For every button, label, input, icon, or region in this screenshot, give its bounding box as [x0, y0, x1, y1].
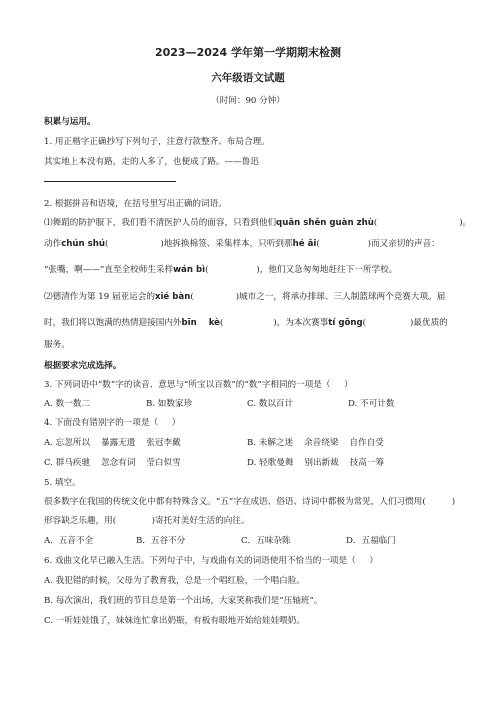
- exam-subtitle: 六年级语文试题: [211, 72, 285, 84]
- text-segment: )地拆换棉签、采集样本，只听到那: [160, 239, 293, 249]
- section-heading-choice: 根据要求完成选择。: [44, 361, 122, 371]
- question-5-passage-line-2: 形容缺乏乐趣，用( )寄托对美好生活的向往。: [44, 516, 250, 526]
- bracket-open: (: [205, 265, 209, 275]
- pinyin: xié bàn: [154, 292, 191, 302]
- q4-option-b[interactable]: B. 未解之迷 余音绕梁 自作自受: [247, 438, 384, 448]
- question-2-2-line-1: [44, 292, 445, 303]
- question-2-2-line-3: 服务。: [44, 340, 70, 350]
- q4-option-d[interactable]: D. 轻歌曼舞 别出新裁 技高一筹: [247, 458, 385, 468]
- bracket-open: (: [362, 318, 367, 328]
- question-1: 1. 用正楷字正确抄写下列句子，注意行款整齐、布局合理。: [44, 137, 270, 147]
- q3-option-b[interactable]: B. 如数家珍: [146, 399, 193, 409]
- bracket-open: (: [373, 218, 378, 228]
- question-1-passage: 其实地上本没有路，走的人多了，也便成了路。——鲁迅: [44, 157, 259, 167]
- text-segment: )，他们又急匆匆地赶往下一所学校。: [256, 265, 398, 275]
- q5-option-c[interactable]: C．五味杂陈: [241, 536, 291, 546]
- pinyin: chún shú: [61, 239, 105, 249]
- q5-option-a[interactable]: A．五音不全: [44, 536, 94, 546]
- question-2-1-line-2: [44, 239, 440, 250]
- pinyin: wán bì: [173, 265, 206, 275]
- question-4: 4. 下面没有错别字的一项是（ ）: [44, 418, 181, 428]
- question-5: 5. 填空。: [44, 478, 81, 488]
- text-segment: )而又亲切的声音：: [367, 239, 440, 249]
- q4-option-a[interactable]: A. 忘忽所以 暴露无遗 张冠李戴: [44, 438, 181, 448]
- bracket-close: )。: [459, 218, 472, 228]
- q3-option-c[interactable]: C. 数以百计: [247, 399, 294, 409]
- question-5-passage-line-1: [44, 497, 455, 508]
- pinyin: tí gōng: [328, 318, 363, 328]
- answer-line: [44, 181, 176, 182]
- q5-option-b[interactable]: B．五谷不分: [136, 536, 186, 546]
- bracket-open: (: [190, 292, 194, 302]
- pinyin: quǎn shěn guàn zhù: [276, 218, 374, 228]
- text-segment: ⑵德清作为第 19 届亚运会的: [44, 292, 155, 302]
- text-segment: )，为本次赛事: [273, 318, 329, 328]
- text-segment: 时，我们将以饱满的热情迎接国内外: [44, 318, 182, 328]
- question-2-1-line-3: [44, 265, 397, 276]
- question-2-2-line-2: [44, 318, 448, 329]
- bracket-open: (: [220, 318, 224, 328]
- bracket-close: ): [451, 497, 456, 507]
- text-segment: ⑴舞蹈的防护服下，我们看不清医护人员的面容，只看到他们: [44, 218, 277, 228]
- question-2-1-line-1: [44, 218, 471, 229]
- text-segment: 很多数字在我国的传统文化中都有特殊含义。“五”字在成语、俗语、诗词中都极为常见，人们习惯用(: [44, 497, 426, 507]
- text-segment: 动作: [44, 239, 62, 249]
- text-segment: )最优质的: [410, 318, 448, 328]
- pinyin: hé ǎi: [292, 239, 317, 249]
- q6-option-b[interactable]: B. 每次演出，我们班的节目总是第一个出场，大家笑称我们是“压轴班”。: [44, 596, 323, 606]
- q4-option-c[interactable]: C. 群马疾驰 忽念有词 莹白似雪: [44, 458, 181, 468]
- q3-option-d[interactable]: D. 不可计数: [348, 399, 395, 409]
- question-2: 2. 根据拼音和语境，在括号里写出正确的词语。: [44, 199, 227, 209]
- bracket-open: (: [105, 239, 109, 249]
- q5-option-d[interactable]: D．五福临门: [346, 536, 396, 546]
- time-note: （时间：90 分钟）: [211, 96, 285, 106]
- pinyin: bīn kè: [181, 318, 221, 328]
- question-3: 3. 下列词语中“数”字的读音、意思与“所宝以百数”的“数”字相同的一项是（ ）: [44, 380, 353, 390]
- q6-option-a[interactable]: A. 我犯错的时候，父母为了教育我，总是一个唱红脸，一个唱白脸。: [44, 576, 305, 586]
- text-segment: “张嘴，啊——”直至全校师生采样: [44, 265, 174, 275]
- exam-title: 2023—2024 学年第一学期期末检测: [154, 46, 342, 59]
- bracket-open: (: [316, 239, 320, 249]
- section-heading-accumulation: 积累与运用。: [44, 117, 96, 127]
- q3-option-a[interactable]: A. 数一数二: [44, 399, 91, 409]
- text-segment: )城市之一，将承办排球、三人制篮球两个竞赛大项。届: [235, 292, 446, 302]
- question-6: 6. 戏曲文化早已融入生活。下列句子中，与戏曲有关的词语使用不恰当的一项是（ ）: [44, 556, 378, 566]
- q6-option-c[interactable]: C. 一听娃娃饿了，妹妹连忙拿出奶瓶，有板有眼地开始给娃娃喂奶。: [44, 616, 305, 626]
